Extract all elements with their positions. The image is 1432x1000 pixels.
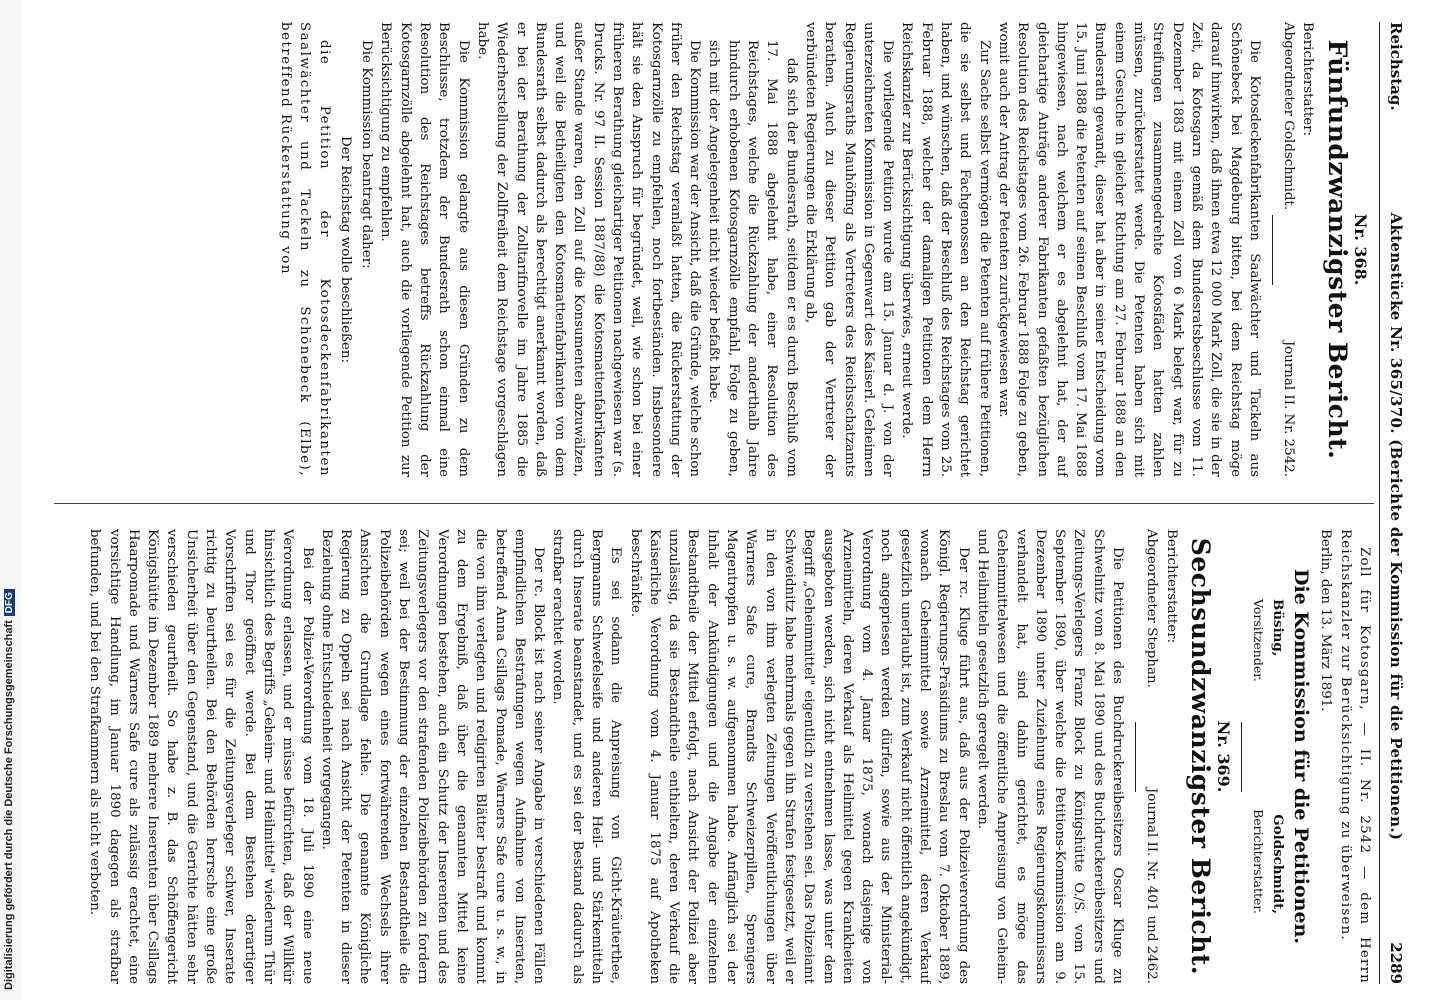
section-rule [1241, 722, 1242, 792]
commission-title: Die Kommission für die Petitionen. [1290, 569, 1313, 944]
body-paragraph: Der rc. Block ist nach seiner Angabe in verschiedenen Fällen empfindlichen Bestrafungen wegen Aufnahme von Inseraten, betreffend Anna Csillags Pomade, Warners Safe cure u. s. w., in die von ihm verlegten und redigirten Blätter bestraft und kommt zu dem Ergebniß, daß über die genannten Mittel keine Verordnungen bestehen, auch ein Schutz der Inserenten und des Zeitungsverlegers vor den strafenden Polizeibehörden zu fordern sei; weil bei der Bestimmung der einzelnen Bestandtheile die Polizeibehörden wegen eines fortwährenden Wechsels ihrer Ansichten die Grundlage fehle. Die genannte Königliche Regierung zu Oppeln sei nach Ansicht der Petenten in dieser Beziehung ohne Entschiedenheit vorgegangen. [318, 529, 547, 984]
digitization-sidebar [0, 0, 22, 1000]
body-paragraph: Die Kommission gelangte aus diesen Gründen zu dem Beschlusse, trotzdem der Bundesrath schon einmal eine Resolution des Reichstages betreffs Rückzahlung der Kotosgarnzölle abgelehnt hat, auch die vorliegende Petition zur Berücksichtigung zu empfehlen. [378, 22, 471, 477]
body-paragraph: Die vorliegende Petition wurde am 15. Januar d. J. von der unterzeichneten Kommission in Gegenwart des Kaiserl. Geheimen Regierungsraths Mauhöfing als Vertreters des Reichsschatzamts berathen. Auch zu dieser Petition gab der Vertreter der verbündeten Regierungen die Erklärung ab, [802, 22, 896, 477]
document-page [32, 22, 1432, 984]
reporter-name: Abgeordneter Stephan. [1144, 529, 1160, 688]
signature-roles [1248, 529, 1267, 984]
motion-continuation: Zoll für Kotosgarn, — II. Nr. 2542 — dem Herrn Reichskanzler zur Berücksichtigung zu überweisen. [1337, 529, 1372, 984]
rapporteur-name: Goldschmidt, [1269, 814, 1286, 914]
column-divider [54, 503, 1374, 504]
body-paragraph: Die Petitionen des Buchdruckereibesitzers Oscar Kluge zu Schwelnitz vom 8. Mai 1890 und des Buchdruckereibesitzers und Zeitungs-Verlegers Franz Block zu Königshütte O./S. vom 15. September 1890, über welche die Petitions-Kommission am 9. Dezember 1890 unter Zuziehung eines Regierungskommissars verhandelt hat, sind dahin gerichtet, es möge das Geheimmittelwesen und die öffentliche Anpreisung von Geheim- und Heilmitteln gesetzlich geregelt werden. [974, 529, 1126, 984]
rapporteur-role: Berichterstatter. [1250, 809, 1266, 914]
body-paragraph: Zur Sache selbst vermögen die Petenten auf frühere Petitionen, die sie selbst und Fachgenossen an den Reichstag gerichtet haben, und wünschen, daß der Beschluß des Reichstages vom 25. Februar 1888, welcher der damaligen Petitionen dem Herrn Reichskanzler zur Berücksichtigung überwies, erneut werde. [899, 22, 992, 477]
section-rule [1135, 722, 1136, 792]
body-paragraph: Die Kotosdeckenfabrikanten Saalwächter und Tackeln aus Schönebeck bei Magdeburg bitten, bei dem Reichstag möge darauf hinwirken, daß ihnen etwa 12 000 Mark Zoll, die sie in der Zeit, da Kotosgarn gemäß dem Bundesratsbeschlusse vom 11. Dezember 1883 mit einem Zoll von 6 Mark belegt war, für zu Streifungen zusammengedrehte Kotosfäden hatten zahlen müssen, zurückerstattet werde. Die Petenten haben sich mit einem Gesuche in gleicher Richtung am 27. Februar 1888 an den Bundesrath gewandt, dieser hat aber in seiner Entscheidung vom 15. Juni 1888 die Petenten auf seinen Beschluß vom 17. Mai 1888 hingewiesen, nach welchem er es abgelehnt hat, der auf gleichartige Anträge anderer Fabrikanten gefaßten bezüglichen Resolution des Reichstages vom 26. Februar 1888 Folge zu geben, womit auch der Antrag der Petenten zurückgewiesen war. [995, 22, 1262, 477]
credit-text: Digitalisierung gefördert durch die Deutsche Forschungsgemeinschaft [3, 620, 15, 990]
body-paragraph: Die Kommission war der Ansicht, daß die Gründe, welche schon früher den Reichstag veranlaßt hatten, die Rückerstattung der Kotosgarnzölle zu empfehlen, noch fortbeständen. Insbesondere hält sie den Anspruch für begründet, weil, wie schon bei einer früheren Berathung gleichartiger Petitionen nachgewiesen war (s. Drucks. Nr. 97 II. Session 1887/88) die Kotosmattenfabrikanten außer Stande waren, den Zoll auf die Konsumenten abzuwälzen, und weil die Betheiligten den Kotosmattenfabrikanten von dem Bundesrath selbst dadurch als berechtigt anerkannt worden, daß er bei der Berathung der Zolltarifnovelle im Jahre 1885 die Wiederherstellung der Zollfreiheit dem Reichstage vorgeschlagen habe. [474, 22, 703, 477]
report-title-26: Sechsundzwanzigster Bericht. [1185, 537, 1215, 976]
digitization-credit [3, 592, 15, 990]
body-paragraph: Der rc. Kluge führt aus, daß aus der Polizeiverordnung des Königl. Regierungs-Präsidiums zu Breslau vom 7. Oktober 1889, wonach Geheimmittel sowie Arzneimittel, deren Verkauf gesetzlich unerlaubt ist, zum Verkauf nicht öffentlich angekündigt, noch angepriesen werden dürfen, sowie aus der Ministerial-Verordnung vom 4. Januar 1875, wonach dasjenige von Arzneimitteln, deren Verkauf als Heilmittel gegen Krankheiten ausgeboten werden, sich nicht entnehmen lasse, was unter dem Begriff „Geheimmittel" eigentlich zu verstehen sei. Das Polizeiamt Schweidnitz habe mehrmals gegen ihn Strafen festgesetzt, weil er in den von ihm verlegten Zeitungen Veröffentlichungen über Warners Safe cure, Brandts Schweizerpillen, Sprengers Magentropfen u. s. w. aufgenommen habe. Anfänglich sei der Inhalt der Ankündigungen und die Angabe der einzelnen Bestandtheile der Mittel erfolgt, nach Ansicht der Polizei aber unzulässig, da sie Bestandtheile enthielten, deren Verkauf die Kaiserliche Verordnung vom 4. Januar 1875 auf Apotheken beschränkte. [627, 529, 971, 984]
quoted-statement: daß sich der Bundesrath, seitdem er es durch Beschluß vom 17. Mai 1888 abgelehnt habe, einer Resolution des Reichstages, welche die Rückzahlung der anderthalb Jahre hindurch erhobenen Kotosgarnzölle empfahl, Folge zu geben, sich mit der Angelegenheit nicht wieder befaßt habe. [706, 40, 799, 477]
page-number: 2289 [1387, 942, 1405, 984]
chairman-role: Vorsitzender. [1250, 599, 1266, 682]
report-number-369: Nr. 369. [1214, 720, 1234, 793]
rotated-page-content [22, 0, 1432, 1000]
dfg-logo: DFG [4, 589, 15, 616]
chairman-name: Büsing, [1269, 599, 1286, 657]
date-line: Berlin, den 13. März 1891. [1318, 529, 1334, 712]
reporter-label: Berichterstatter: [1300, 22, 1316, 137]
reporter-name: Abgeordneter Goldschmidt. [1281, 22, 1297, 211]
motion-text: die Petition der Kotosdeckenfabrikanten Saalwächter und Tackeln zu Schönebeck (Elbe), betreffend Rückerstattung von [277, 22, 332, 477]
report-number-368: Nr. 368. [1351, 213, 1370, 286]
body-paragraph: Bei der Polizei-Verordnung vom 18. Juli 1890 eine neue Verordnung erlassen, und er müsse befürchten, daß der Willkür hinsichtlich des Begriffs „Geheim- und Heilmittel" wiederum Thür und Thor geöffnet werde. Bei dem Bestehen derartiger Vorschriften sei es für die Zeitungsverleger schwer, Inserate richtig zu beurtheilen. Bei den Behörden herrsche eine große Unsicherheit über den Gegenstand, und die Gerichte hätten sehr verschieden geurtheilt. So habe z. B. das Schöffengericht Königshütte im Dezember 1889 mehrere Inserenten über Csillags Haarpomade und Warners Safe cure als zulässig erachtet, eine vorsichtige Handlung, im Januar 1890 dagegen als strafbar befunden, und bei den Strafkammern als nicht verboten. [87, 529, 315, 984]
reporter-row [1142, 529, 1161, 984]
running-header [1382, 22, 1410, 984]
header-left: Reichstag. [1387, 22, 1405, 111]
body-paragraph: Die Kommission beantragt daher: [359, 40, 375, 269]
signature-names [1268, 529, 1287, 984]
section-rule [1272, 215, 1273, 285]
left-column [54, 22, 1374, 477]
report-title-25: Fünfundzwanzigster Bericht. [1322, 39, 1352, 460]
scanned-page [22, 0, 1432, 1000]
motion-heading: Der Reichstag wolle beschließen: [337, 135, 353, 364]
body-paragraph: Es sei sodann die Anpreisung von Gicht-Kräuterthee, Bergmanns Schwefelseife und anderen Heil- und Stärkemitteln durch Inserate beanstandet, und es sei der Bestand dadurch als strafbar erachtet worden. [550, 529, 624, 984]
reporter-label: Berichterstatter: [1163, 529, 1179, 644]
right-column [54, 529, 1374, 984]
journal-number: Journal II. Nr. 401 und 2462. [1144, 787, 1160, 984]
reporter-row [1279, 22, 1298, 477]
header-center: Aktenstücke Nr. 365/370. (Berichte der Kommission für die Petitionen.) [1387, 212, 1405, 841]
journal-number: Journal II. Nr. 2542. [1281, 340, 1297, 477]
header-rule [1379, 22, 1380, 984]
